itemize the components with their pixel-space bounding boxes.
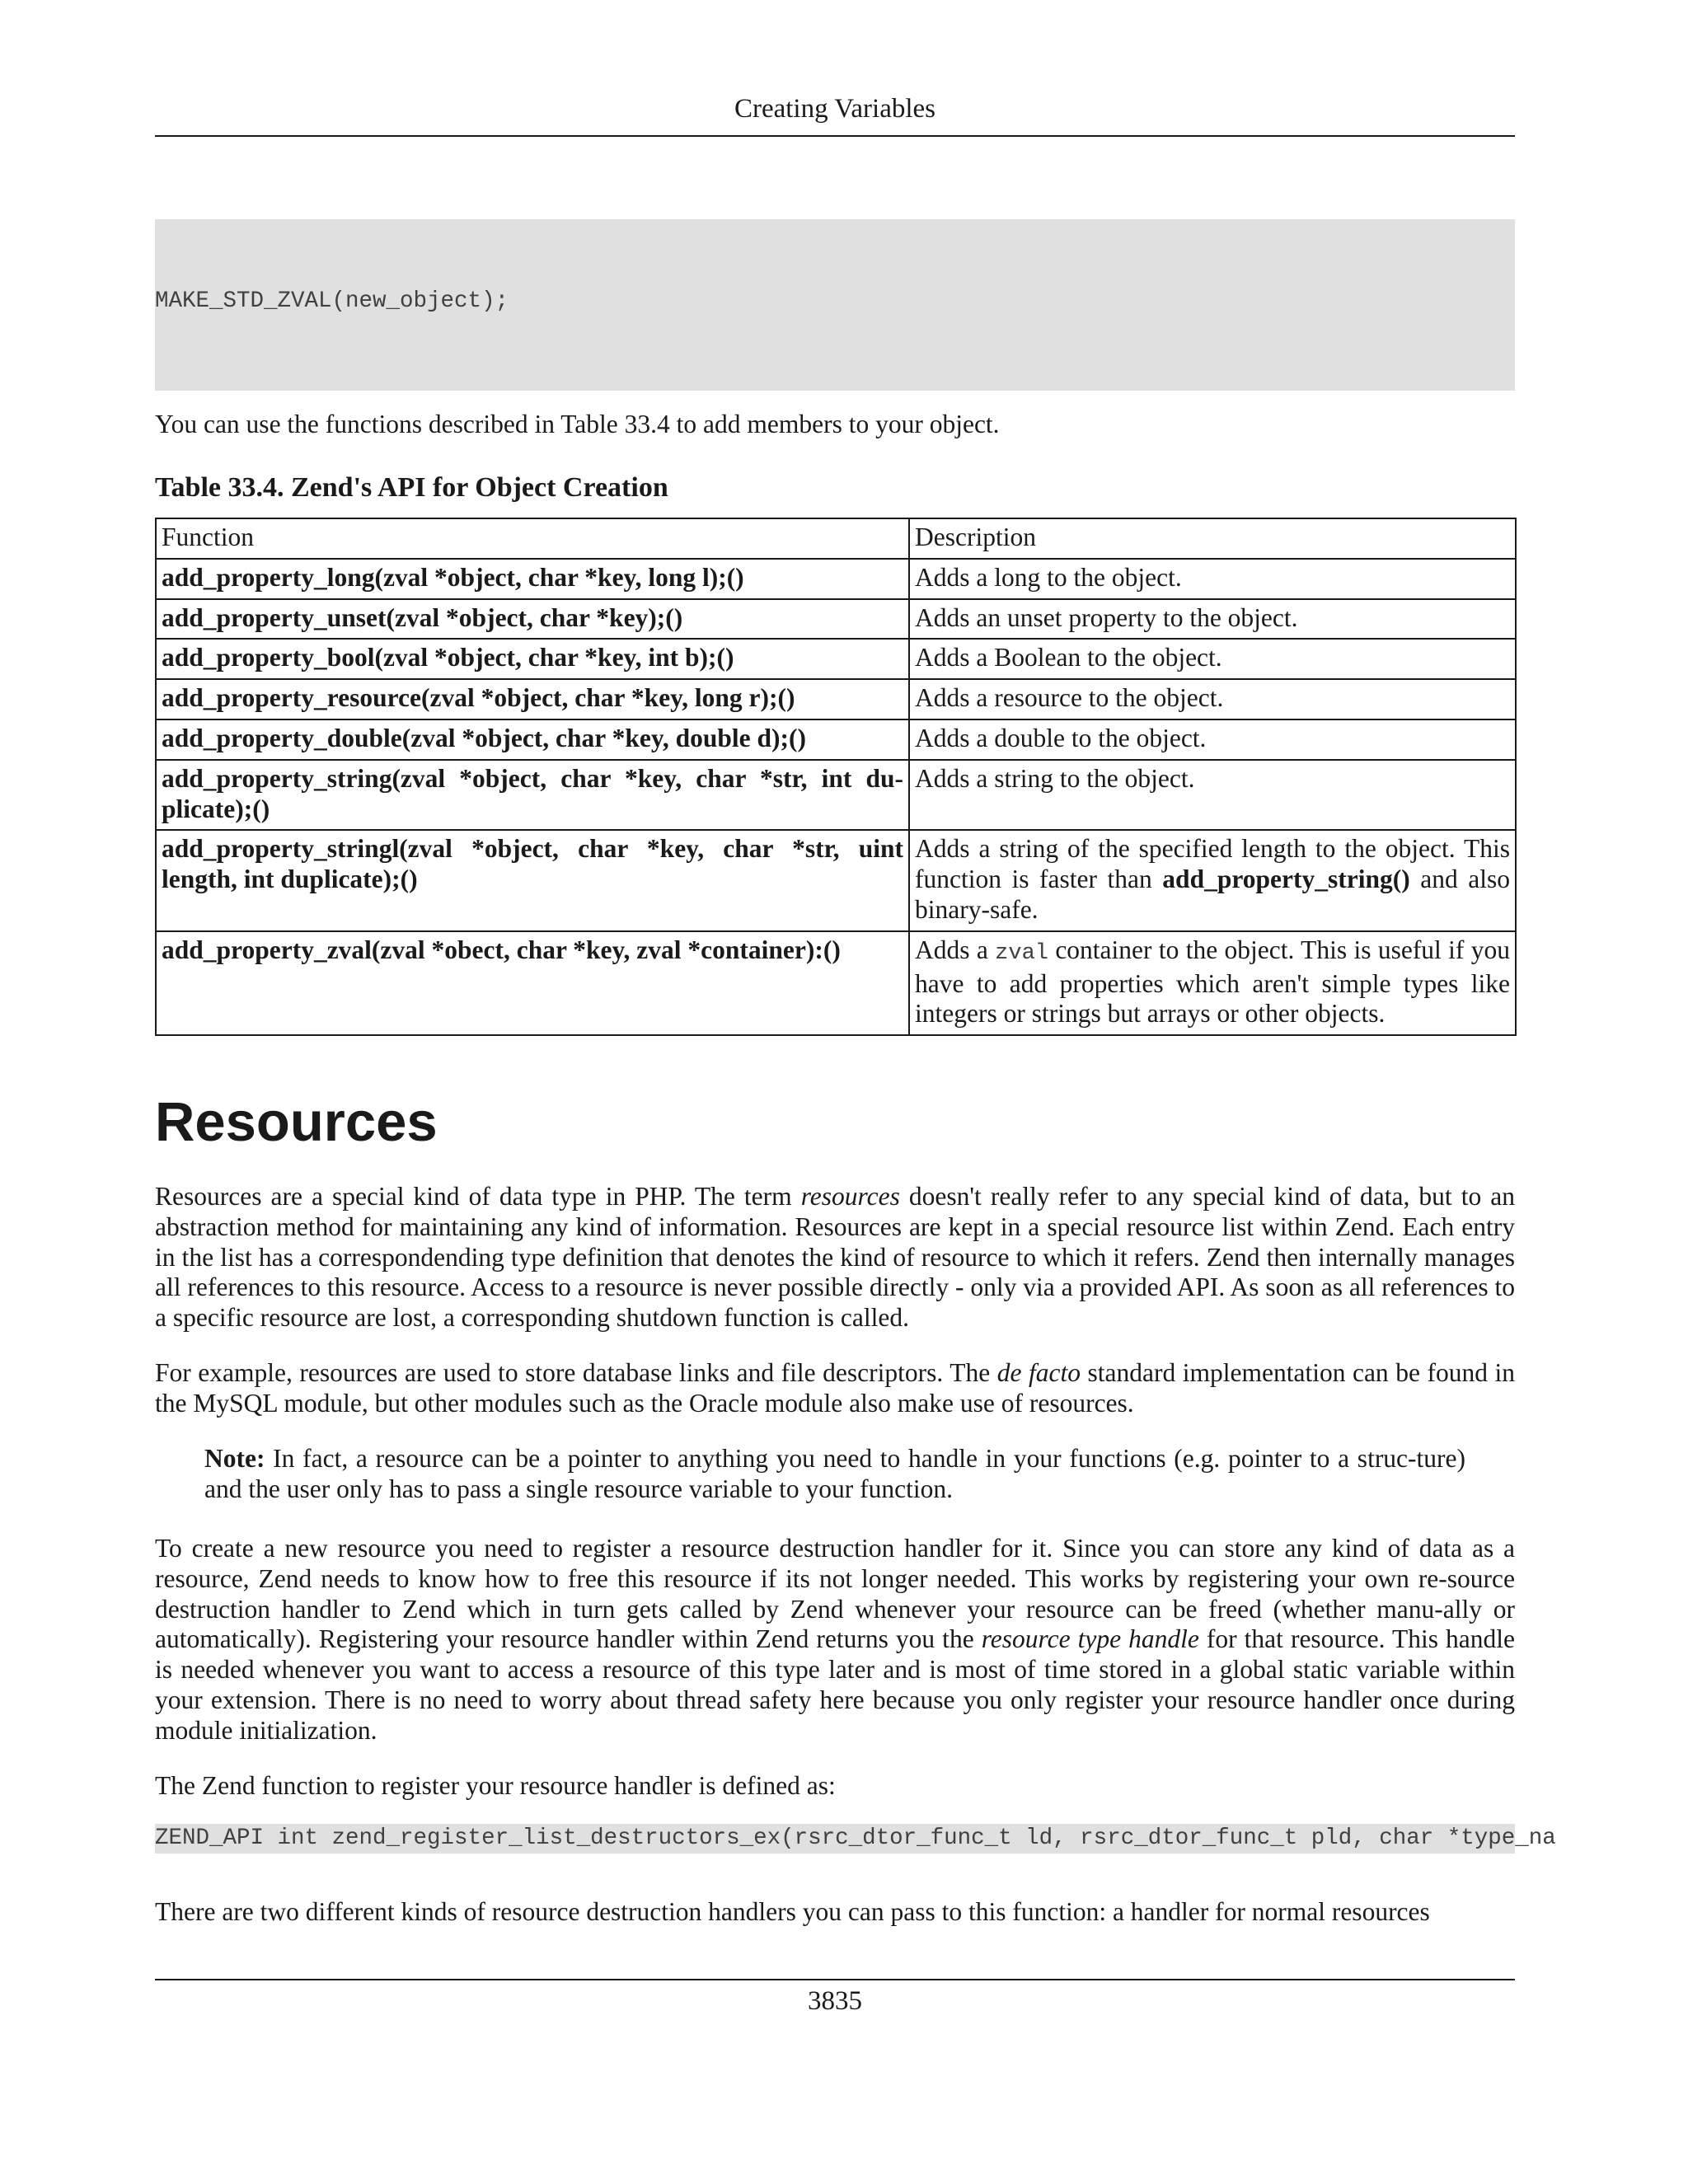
table-row (156, 639, 1516, 679)
description-text: Adds a (915, 935, 996, 964)
description-cell: Adds a double to the object. (909, 719, 1516, 760)
description-cell: Adds a resource to the object. (909, 679, 1516, 719)
footer-rule (155, 1979, 1515, 1980)
description-text: Adds a string of the specified length to the object. This function is faster than (915, 834, 1510, 894)
function-cell: add_property_zval(zval *obect, char *key, zval *container):() (156, 931, 909, 1035)
function-cell: add_property_double(zval *object, char *key, double d);() (156, 719, 909, 760)
header-cell-function: Function (156, 518, 909, 559)
emphasis-text: resources (800, 1182, 900, 1211)
code-block (155, 219, 1515, 391)
description-cell (909, 931, 1516, 1035)
function-cell: add_property_stringl(zval *object, char *key, char *str, uint length, int duplicate);() (156, 830, 909, 930)
table-row (156, 599, 1516, 640)
table-row (156, 931, 1516, 1035)
function-signature-code (155, 1824, 1556, 1854)
resources-paragraph-1 (155, 1182, 1515, 1333)
table-row (156, 760, 1516, 831)
paragraph-text: doesn't really refer to any special kind of data, but to an abstraction method for maintaining any kind of information. Resources are kept in a special resource list within Zend. Each entry in the list has a correspondending type definition that denotes the kind of resource to which it refers. Zend then internally manages all references to this resource. Access to a resource is never possible directly - only via a provided API. As soon as all references to a specific resource are lost, a corresponding shutdown function is called. (155, 1182, 1516, 1333)
table-row (156, 559, 1516, 599)
table-row (156, 679, 1516, 719)
resources-paragraph-2 (155, 1358, 1515, 1419)
running-header: Creating Variables (734, 94, 936, 124)
description-cell: Adds a long to the object. (909, 559, 1516, 599)
code-line: MAKE_STD_ZVAL(new_object); (155, 288, 509, 314)
resources-paragraph-4: The Zend function to register your resource handler is defined as: (155, 1771, 836, 1800)
paragraph-text: To create a new resource you need to register a resource destruction handler for it. Since you can store any kind of data as a resource, Zend needs to know how to free this resource if its not longer needed. This works by registering your own re-source destruction handler to Zend which in turn gets called by Zend whenever your resource can be freed (whether manu-ally or automatically). Registering your resource handler within Zend returns you the (155, 1534, 1515, 1654)
resources-paragraph-3 (155, 1534, 1515, 1746)
table-row (156, 719, 1516, 760)
api-table (155, 518, 1517, 1036)
emphasis-text: de facto (996, 1358, 1081, 1387)
header-rule (155, 135, 1515, 137)
note-label: Note: (204, 1444, 265, 1473)
description-text: container to the object. This is useful if you have to add properties which aren't simple types like integers or strings but arrays or other objects. (915, 935, 1510, 1029)
function-cell: add_property_unset(zval *object, char *key);() (156, 599, 909, 640)
note-text: In fact, a resource can be a pointer to anything you need to handle in your functions (e.g. pointer to a struc-ture) and the user only has to pass a single resource variable to your function. (204, 1444, 1465, 1503)
paragraph-text: for that resource. This handle is needed whenever you want to access a resource of this type later and is most of time stored in a global static variable within your extension. There is no need to worry about thread safety here because you only register your resource handler once during module initialization. (155, 1624, 1515, 1745)
note-block (204, 1444, 1465, 1505)
description-cell (909, 830, 1516, 930)
description-text: and also binary-safe. (915, 865, 1510, 924)
header-cell-description: Description (909, 518, 1516, 559)
paragraph-text: For example, resources are used to store database links and file descriptors. The (155, 1358, 997, 1387)
function-cell: add_property_string(zval *object, char *key, char *str, int du-plicate);() (156, 760, 909, 831)
function-reference: add_property_string() (1162, 865, 1410, 894)
emphasis-text: resource type handle (981, 1624, 1199, 1654)
function-cell: add_property_long(zval *object, char *key, long l);() (156, 559, 909, 599)
page-number: 3835 (808, 1986, 862, 2016)
description-cell: Adds a string to the object. (909, 760, 1516, 831)
function-cell: add_property_resource(zval *object, char *key, long r);() (156, 679, 909, 719)
table-row (156, 830, 1516, 930)
table-header-row (156, 518, 1516, 559)
description-cell: Adds an unset property to the object. (909, 599, 1516, 640)
document-page (155, 0, 1556, 2184)
inline-code: zval (995, 940, 1048, 966)
section-heading: Resources (155, 1091, 438, 1153)
table-title: Table 33.4. Zend's API for Object Creation (155, 472, 668, 503)
code-blank-line (155, 363, 1515, 387)
code-line: ZEND_API int zend_register_list_destructors_ex(rsrc_dtor_func_t ld, rsrc_dtor_func_t pld, char *type_na (155, 1825, 1556, 1851)
paragraph-text: Resources are a special kind of data type in PHP. The term (155, 1182, 801, 1211)
intro-paragraph: You can use the functions described in Table 33.4 to add members to your object. (155, 410, 1000, 438)
description-cell: Adds a Boolean to the object. (909, 639, 1516, 679)
resources-paragraph-5: There are two different kinds of resource destruction handlers you can pass to this function: a handler for normal resources (155, 1897, 1430, 1926)
paragraph-text: standard implementation can be found in the MySQL module, but other modules such as the Oracle module also make use of resources. (155, 1358, 1515, 1418)
function-cell: add_property_bool(zval *object, char *key, int b);() (156, 639, 909, 679)
